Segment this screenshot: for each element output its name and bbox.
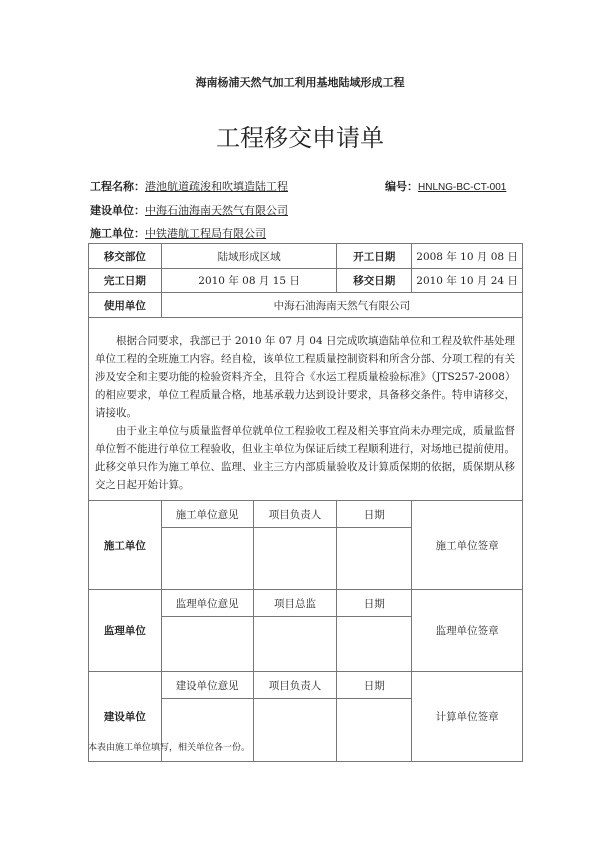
section-opinion: 监理单位意见 — [161, 590, 253, 617]
builder-field — [90, 222, 266, 241]
opinion-cell[interactable] — [161, 617, 253, 672]
statement-paragraph: 根据合同要求，我部已于 2010 年 07 月 04 日完成吹填造陆单位和工程及软件基处理单位工程的全班施工内容。经自检，该单位工程质量控制资料和所含分部、分项工程的有关涉及安全和主要功能的检验资料齐全，且符合《水运工程质量检验标准》（JTS257-2008）的相应要求，单位工程质量合格，地基承载力达到设计要求，具备移交条件。特申请移交，请接收。 — [95, 335, 516, 419]
section-date: 日期 — [337, 672, 412, 699]
section-opinion: 施工单位意见 — [161, 501, 253, 528]
document-subtitle: 海南杨浦天然气加工利用基地陆域形成工程 — [195, 76, 405, 89]
section-date: 日期 — [337, 590, 412, 617]
person-cell[interactable] — [253, 699, 337, 762]
handover-value: 2010 年 10 月 24 日 — [412, 269, 523, 293]
code-field — [385, 175, 506, 194]
owner-label: 建设单位： — [90, 204, 145, 217]
date-cell[interactable] — [337, 617, 412, 672]
project-value: 港池航道疏浚和吹填造陆工程 — [145, 180, 288, 193]
section-person: 项目负责人 — [253, 501, 337, 528]
opinion-cell[interactable] — [161, 528, 253, 590]
date-cell[interactable] — [337, 699, 412, 762]
builder-label: 施工单位： — [90, 227, 145, 240]
section-unit: 建设单位 — [89, 672, 162, 762]
section-unit: 监理单位 — [89, 590, 162, 672]
finish-value: 2010 年 08 月 15 日 — [161, 269, 337, 293]
section-opinion: 建设单位意见 — [161, 672, 253, 699]
section-person: 项目负责人 — [253, 672, 337, 699]
footnote: 本表由施工单位填写，相关单位各一份。 — [88, 743, 251, 753]
part-value: 陆域形成区域 — [161, 244, 337, 269]
section-seal: 监理单位签章 — [412, 590, 523, 672]
code-label: 编号： — [385, 180, 418, 193]
person-cell[interactable] — [253, 617, 337, 672]
section-seal: 计算单位签章 — [412, 672, 523, 762]
code-value: HNLNG-BC-CT-001 — [418, 182, 507, 193]
owner-value: 中海石油海南天然气有限公司 — [145, 204, 288, 217]
project-label: 工程名称： — [90, 180, 145, 193]
part-label: 移交部位 — [89, 244, 162, 269]
finish-label: 完工日期 — [89, 269, 162, 293]
section-person: 项目总监 — [253, 590, 337, 617]
start-label: 开工日期 — [337, 244, 412, 269]
start-value: 2008 年 10 月 08 日 — [412, 244, 523, 269]
user-value: 中海石油海南天然气有限公司 — [161, 293, 522, 318]
statement-paragraph: 由于业主单位与质量监督单位就单位工程验收工程及相关事宜尚未办理完成，质量监督单位暂不能进行单位工程验收，但业主单位为保证后续工程顺利进行，对场地已提前使用。此移交单只作为施工单位、监理、业主三方内部质量验收及计算质保期的依据，质保期从移交之日起开始计算。 — [95, 425, 515, 491]
user-label: 使用单位 — [89, 293, 162, 318]
handover-label: 移交日期 — [337, 269, 412, 293]
builder-value: 中铁港航工程局有限公司 — [145, 227, 266, 240]
owner-field — [90, 199, 288, 218]
person-cell[interactable] — [253, 528, 337, 590]
section-date: 日期 — [337, 501, 412, 528]
section-unit: 施工单位 — [89, 501, 162, 590]
date-cell[interactable] — [337, 528, 412, 590]
project-name-field — [90, 175, 288, 194]
handover-table — [88, 243, 523, 762]
section-seal: 施工单位签章 — [412, 501, 523, 590]
document-title: 工程移交申请单 — [216, 124, 384, 152]
handover-statement — [89, 318, 523, 501]
